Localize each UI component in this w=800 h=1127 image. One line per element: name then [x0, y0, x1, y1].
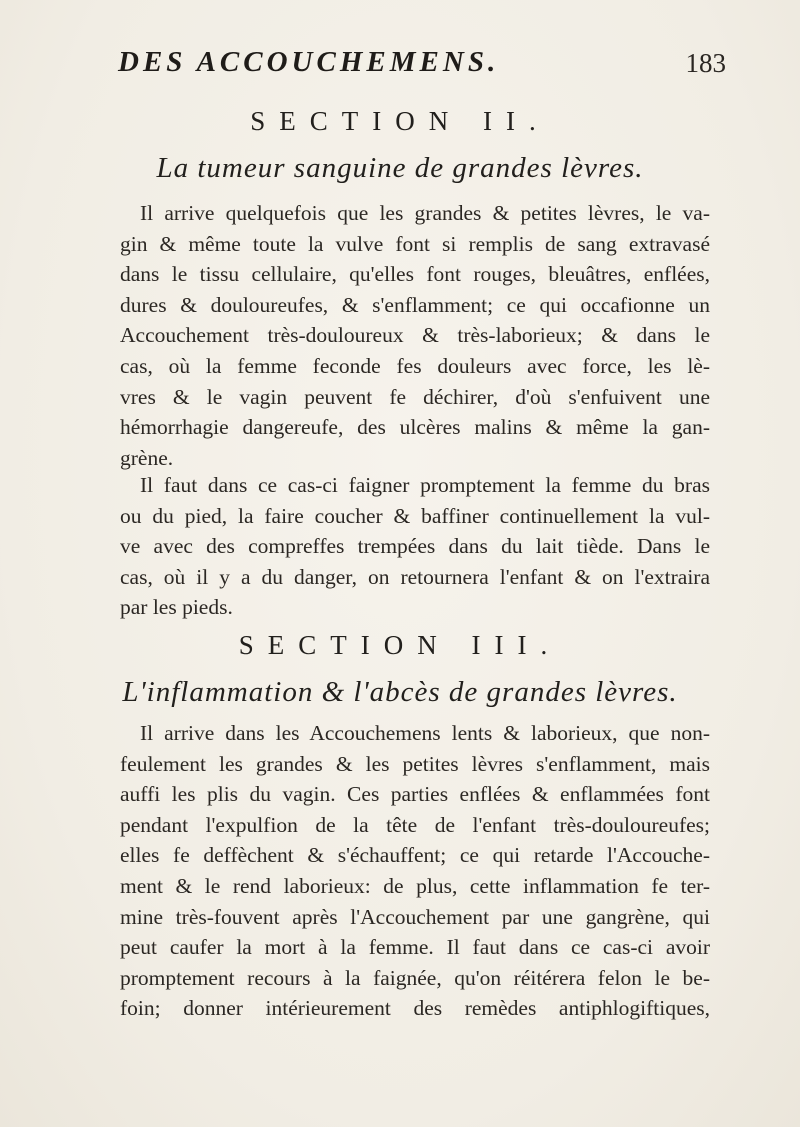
text-line: Accouchement très-douloureux & très-laborieux; & dans le [120, 323, 710, 348]
text-line: pendant l'expulfion de la tête de l'enfant très-douloureufes; [120, 812, 710, 837]
text-line: dans le tissu cellulaire, qu'elles font rouges, bleuâtres, enflées, [120, 262, 710, 287]
text-line: cas, où il y a du danger, on retournera l'enfant & on l'extraira [120, 564, 710, 589]
text-line: vres & le vagin peuvent fe déchirer, d'où s'enfuivent une [120, 384, 710, 409]
running-title: DES ACCOUCHEMENS. [118, 46, 500, 78]
text-line: mine très-fouvent après l'Accouchement par une gangrène, qui [120, 904, 710, 929]
text-line: foin; donner intérieurement des remèdes antiphlogiftiques, [120, 996, 710, 1021]
text-line: auffi les plis du vagin. Ces parties enflées & enflammées font [120, 782, 710, 807]
text-line: peut caufer la mort à la femme. Il faut dans ce cas-ci avoir [120, 935, 710, 960]
text-line: grène. [120, 445, 174, 470]
paragraph [120, 198, 710, 473]
text-line: ou du pied, la faire coucher & baffiner continuellement la vul- [120, 503, 710, 528]
text-line: Il arrive dans les Accouchemens lents & laborieux, que non- [140, 721, 710, 745]
page-number: 183 [685, 48, 726, 78]
text-line: ment & le rend laborieux: de plus, cette inflammation fe ter- [120, 873, 710, 898]
text-line: hémorrhagie dangereufe, des ulcères malins & même la gan- [120, 415, 710, 440]
section-title: La tumeur sanguine de grandes lèvres. [156, 152, 644, 184]
text-line: Il arrive quelquefois que les grandes & petites lèvres, le va- [140, 201, 710, 225]
paragraph [120, 470, 710, 623]
text-line: cas, où la femme feconde fes douleurs avec force, les lè- [120, 353, 710, 378]
text-line: promptement recours à la faignée, qu'on réitérera felon le be- [120, 965, 710, 990]
text-line: ve avec des compreffes trempées dans du lait tiède. Dans le [120, 534, 710, 559]
text-line: Il faut dans ce cas-ci faigner promptement la femme du bras [140, 473, 710, 497]
text-line: dures & douloureufes, & s'enflamment; ce qui occafionne un [120, 292, 710, 317]
section-heading: SECTION III. [238, 630, 562, 660]
text-line: elles fe deffèchent & s'échauffent; ce qui retarde l'Accouche- [120, 843, 710, 868]
text-line: feulement les grandes & les petites lèvres s'enflamment, mais [120, 751, 710, 776]
running-head [110, 46, 726, 86]
text-line: par les pieds. [120, 595, 233, 620]
text-line: gin & même toute la vulve font si remplis de sang extravasé [120, 231, 710, 256]
section-title: L'inflammation & l'abcès de grandes lèvres. [122, 676, 678, 708]
paragraph [120, 718, 710, 1024]
section-heading: SECTION II. [250, 106, 550, 136]
